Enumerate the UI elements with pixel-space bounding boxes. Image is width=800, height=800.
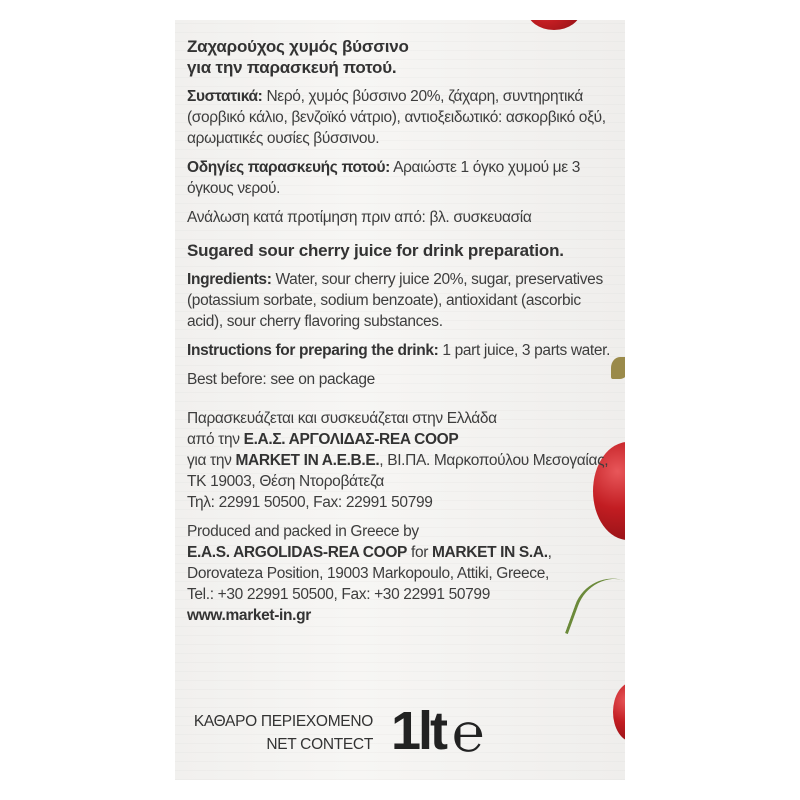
english-ingredients-text: Water, sour cherry juice 20%, sugar, preservatives (potassium sorbate, sodium benzoate), antioxidant (ascorbic acid), sour cherry flavoring substances. (187, 271, 603, 330)
website-link[interactable]: www.market-in.gr (187, 607, 311, 624)
producer-gr-line2-pre: από την (187, 431, 244, 448)
producer-en-phone: Tel.: +30 22991 50500, Fax: +30 22991 50799 (187, 586, 490, 603)
producer-english (187, 521, 617, 626)
producer-en-line1: Produced and packed in Greece by (187, 523, 419, 540)
estimated-sign-icon: ℮ (452, 703, 485, 763)
greek-ingredients-label: Συστατικά: (187, 88, 263, 105)
producer-en-market-in: MARKET IN S.A. (432, 544, 548, 561)
producer-gr-line3-pre: για την (187, 452, 236, 469)
english-title: Sugared sour cherry juice for drink preparation. (187, 241, 564, 260)
net-content-label (187, 710, 373, 756)
english-instructions-label: Instructions for preparing the drink: (187, 342, 439, 359)
label-text (187, 36, 617, 634)
english-instructions-text: 1 part juice, 3 parts water. (438, 342, 611, 359)
producer-gr-market-in: MARKET IN A.E.B.E. (235, 452, 380, 469)
producer-gr-address: , ΒΙ.ΠΑ. Μαρκοπούλου Μεσογαίας, ΤΚ 19003, Θέση Ντοροβάτεζα (187, 452, 609, 490)
greek-title (187, 36, 617, 78)
producer-gr-phone: Τηλ: 22991 50500, Fax: 22991 50799 (187, 494, 433, 511)
net-volume: 1lt (391, 701, 446, 761)
english-ingredients-label: Ingredients: (187, 271, 272, 288)
net-label-english: NET CONTECT (266, 736, 373, 753)
net-content (187, 701, 617, 766)
producer-en-address: , Dorovateza Position, 19003 Markopoulo, Attiki, Greece, (187, 544, 552, 582)
cherry-top-decoration (527, 20, 581, 30)
greek-best-before: Ανάλωση κατά προτίμηση πριν από: βλ. συσκευασία (187, 209, 532, 226)
producer-gr-line1: Παρασκευάζεται και συσκευάζεται στην Ελλάδα (187, 410, 497, 427)
greek-instructions (187, 157, 617, 199)
english-instructions (187, 340, 617, 361)
producer-en-for: for (407, 544, 432, 561)
greek-instructions-text: Αραιώστε 1 όγκο χυμού με 3 όγκους νερού. (187, 159, 581, 197)
greek-ingredients (187, 86, 617, 149)
producer-greek (187, 408, 617, 513)
product-label (175, 20, 625, 780)
greek-title-line2: για την παρασκευή ποτού. (187, 58, 397, 77)
net-label-greek: ΚΑΘΑΡΟ ΠΕΡΙΕΧΟΜΕΝΟ (193, 713, 373, 730)
greek-instructions-label: Οδηγίες παρασκευής ποτού: (187, 159, 390, 176)
english-ingredients (187, 269, 617, 332)
producer-en-company: E.A.S. ARGOLIDAS-REA COOP (187, 544, 408, 561)
producer-gr-company: Ε.Α.Σ. ΑΡΓΟΛΙΔΑΣ-REA COOP (243, 431, 459, 448)
greek-ingredients-text: Νερό, χυμός βύσσινο 20%, ζάχαρη, συντηρητικά (σορβικό κάλιο, βενζοϊκό νάτριο), αντιοξειδωτικό: ασκορβικό οξύ, αρωματικές ουσίες βύσσινου. (187, 88, 606, 147)
english-best-before: Best before: see on package (187, 371, 375, 388)
greek-title-line1: Ζαχαρούχος χυμός βύσσινο (187, 37, 409, 56)
